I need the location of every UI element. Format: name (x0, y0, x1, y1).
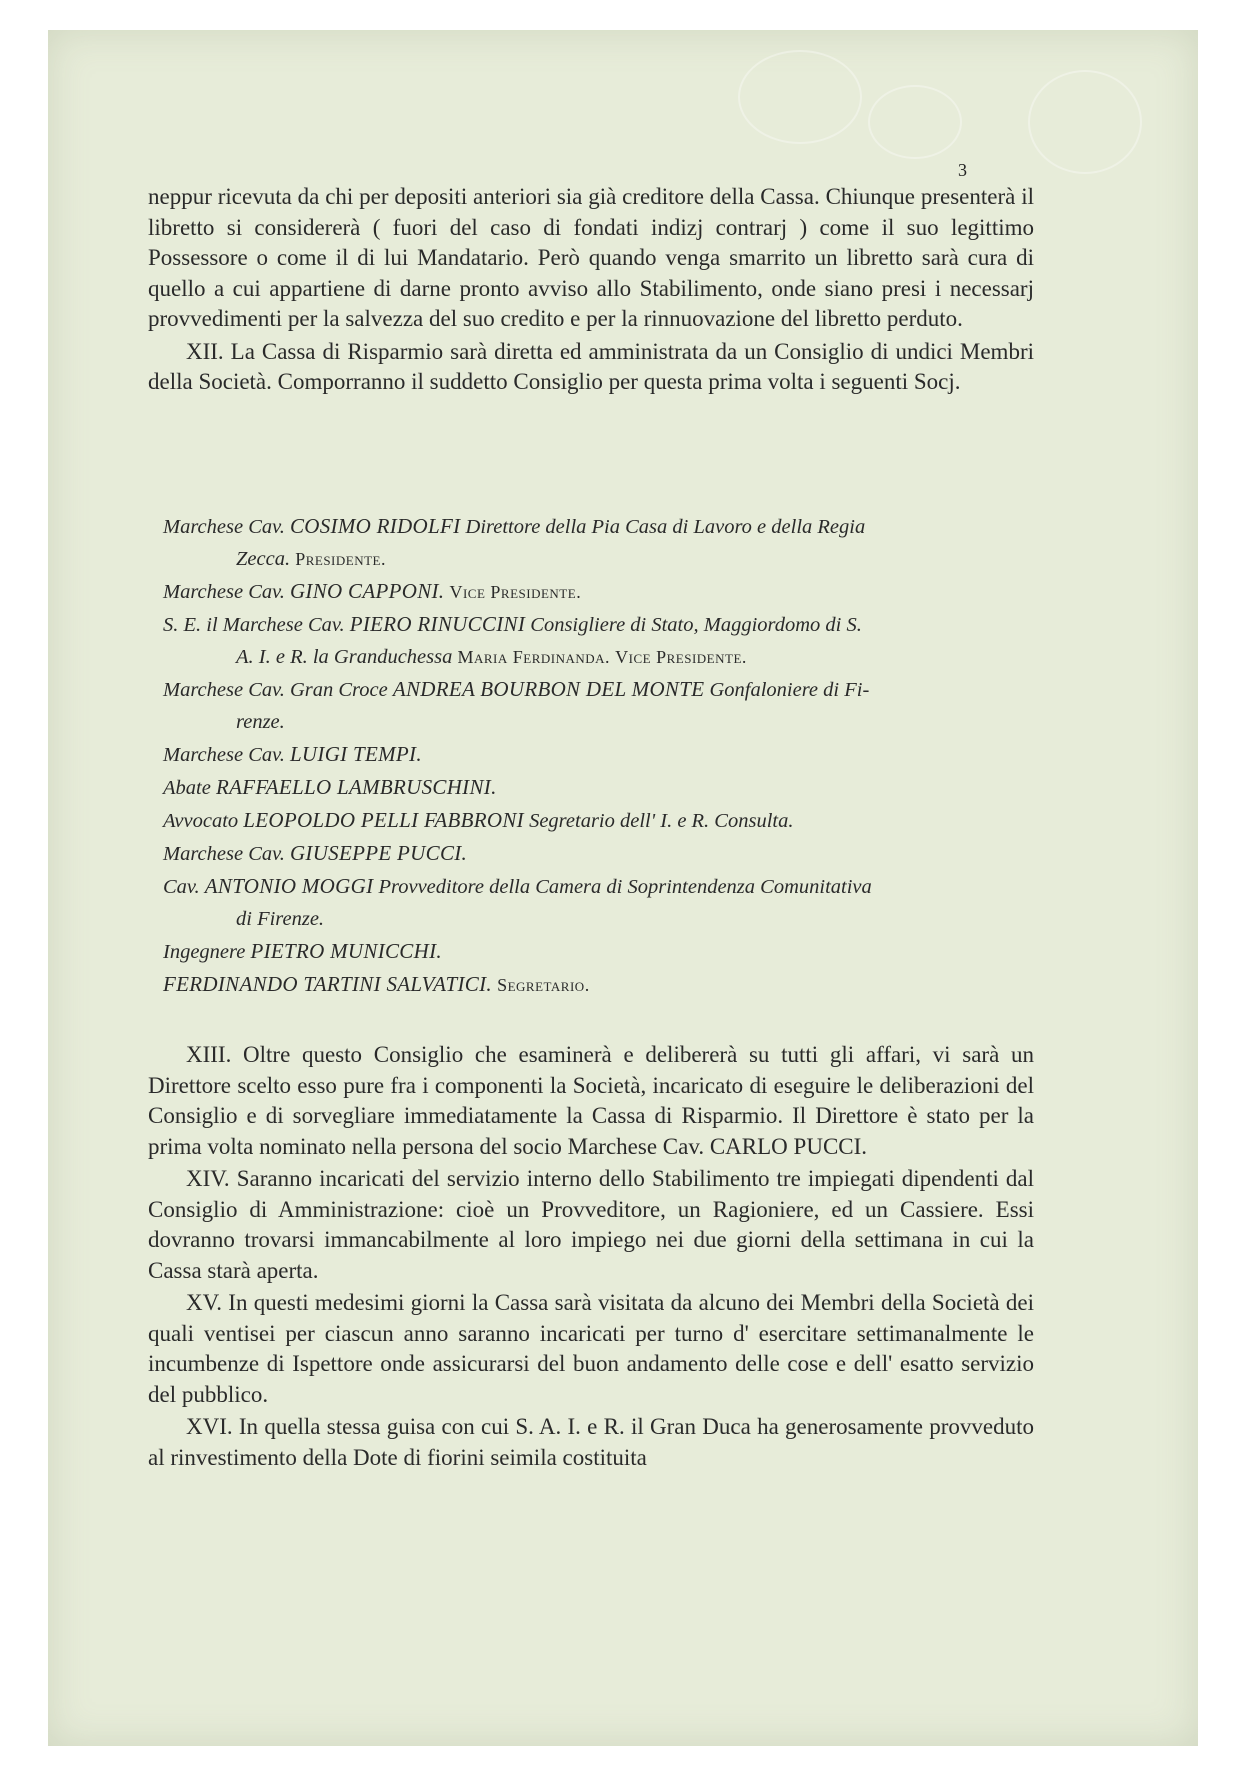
member-prefix: Marchese Cav. (163, 581, 285, 603)
paragraph-xii: XII. La Cassa di Risparmio sarà diretta ed amministrata da un Consiglio di undici Membri della Società. Comporranno il suddetto Consiglio per questa prima volta i seguenti Socj. (148, 338, 1034, 394)
paragraph-xv: XV. In questi medesimi giorni la Cassa sarà visitata da alcuno dei Membri della Società dei quali ventisei per ciascun anno saranno incaricati per turno d' esercitare settimanalmente le incumbenze di Ispettore onde assicurarsi del buon andamento delle cose e dell' esatto servizio del pubblico. (148, 1290, 1034, 1407)
member-entry (163, 771, 1043, 804)
page-number: 3 (958, 160, 967, 180)
upper-text-block (148, 182, 1034, 400)
member-entry (163, 870, 1043, 935)
member-prefix: Abate (163, 777, 211, 799)
member-prefix: Ingegnere (163, 941, 246, 963)
member-prefix: S. E. il Marchese Cav. (163, 614, 345, 636)
member-prefix: Marchese Cav. (163, 744, 285, 766)
member-desc: Direttore della Pia Casa di Lavoro e della Regia (465, 516, 866, 538)
member-name: FERDINANDO TARTINI SALVATICI. (163, 972, 492, 996)
member-name: ANTONIO MOGGI (204, 874, 374, 898)
member-entry (163, 968, 1043, 1001)
member-role: Segretario. (497, 975, 590, 995)
member-entry (163, 608, 1043, 673)
member-entry (163, 510, 1043, 575)
member-name: COSIMO RIDOLFI (289, 514, 461, 538)
member-prefix: Avvocato (163, 810, 239, 832)
member-role: Vice Presidente. (615, 647, 747, 667)
member-desc-cont: di Firenze. (236, 908, 325, 930)
member-prefix: Cav. (163, 876, 200, 898)
paragraph-continuation: neppur ricevuta da chi per depositi anteriori sia già creditore della Cassa. Chiunque presenterà il libretto si considererà ( fuori del caso di fondati indizj contrarj ) come il suo legittimo Possessore o come il di lui Mandatario. Però quando venga smarrito un libretto sarà cura di quello a cui appartiene di darne pronto avviso allo Stabilimento, onde siano presi i necessarj provvedimenti per la salvezza del suo credito e per la rinnuovazione del libretto perduto. (148, 184, 1034, 331)
member-name: LEOPOLDO PELLI FABBRONI (243, 808, 524, 832)
watermark-emboss (738, 50, 862, 144)
paragraph-xiii: XIII. Oltre questo Consiglio che esaminerà e delibererà su tutti gli affari, vi sarà un Direttore scelto esso pure fra i componenti la Società, incaricato di eseguire le deliberazioni del Consiglio e di sorvegliare immediatamente la Cassa di Risparmio. Il Direttore è stato per la prima volta nominato nella persona del socio Marchese Cav. CARLO PUCCI. (148, 1042, 1034, 1159)
member-role: Vice Presidente. (449, 582, 582, 602)
member-name: GINO CAPPONI. (289, 579, 445, 603)
member-name: ANDREA BOURBON DEL MONTE (392, 677, 705, 701)
member-name: RAFFAELLO LAMBRUSCHINI. (215, 775, 497, 799)
member-entry (163, 575, 1043, 608)
member-sc-name: Maria Ferdinanda. (457, 647, 611, 667)
lower-text-block (148, 1040, 1034, 1475)
member-desc-cont: A. I. e R. la Granduchessa (236, 646, 453, 668)
member-desc-cont: renze. (236, 711, 285, 733)
watermark-emboss (868, 85, 962, 159)
council-members-list (163, 510, 1043, 1001)
member-desc-cont: Zecca. (236, 548, 291, 570)
member-entry (163, 804, 1043, 837)
member-desc: Consigliere di Stato, Maggiordomo di S. (530, 614, 862, 636)
member-prefix: Marchese Cav. Gran Croce (163, 679, 388, 701)
member-desc: Provveditore della Camera di Soprintendenza Comunitativa (378, 876, 872, 898)
member-name: PIETRO MUNICCHI. (250, 939, 442, 963)
member-name: GIUSEPPE PUCCI. (289, 841, 468, 865)
member-desc: Segretario dell' I. e R. Consulta. (529, 810, 794, 832)
member-prefix: Marchese Cav. (163, 516, 285, 538)
member-role: Presidente. (295, 549, 386, 569)
member-prefix: Marchese Cav. (163, 843, 285, 865)
member-entry (163, 935, 1043, 968)
member-entry (163, 673, 1043, 738)
member-entry (163, 837, 1043, 870)
paragraph-xvi: XVI. In quella stessa guisa con cui S. A. I. e R. il Gran Duca ha generosamente provveduto al rinvestimento della Dote di fiorini seimila costituita (148, 1414, 1034, 1470)
watermark-emboss (1028, 70, 1142, 174)
member-name: LUIGI TEMPI. (289, 742, 422, 766)
member-entry (163, 738, 1043, 771)
paragraph-xiv: XIV. Saranno incaricati del servizio interno dello Stabilimento tre impiegati dipendenti dal Consiglio di Amministrazione: cioè un Provveditore, un Ragioniere, ed un Cassiere. Essi dovranno trovarsi immancabilmente al loro impiego nei due giorni della settimana in cui la Cassa starà aperta. (148, 1166, 1034, 1283)
member-desc: Gonfaloniere di Fi- (709, 679, 870, 701)
member-name: PIERO RINUCCINI (349, 612, 526, 636)
